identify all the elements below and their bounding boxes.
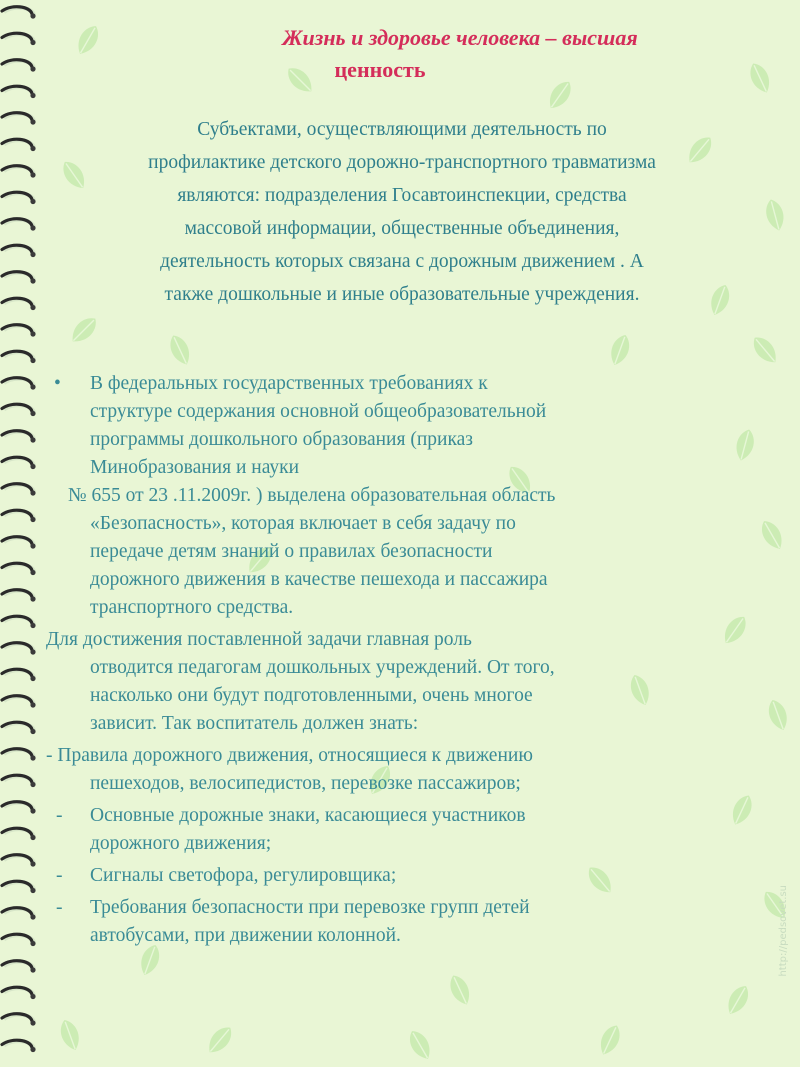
role-line: отводится педагогам дошкольных учреждений. От того, bbox=[90, 657, 555, 678]
bullet-icon: • bbox=[54, 373, 61, 394]
list-item-line: Требования безопасности при перевозке групп детей bbox=[90, 897, 530, 918]
main-text bbox=[46, 370, 766, 950]
list-item bbox=[46, 894, 766, 950]
dash-marker: - bbox=[56, 897, 63, 918]
intro-line: Субъектами, осуществляющими деятельность по bbox=[197, 119, 607, 140]
list-item-line: автобусами, при движении колонной. bbox=[90, 925, 401, 946]
list-item-line: Основные дорожные знаки, касающиеся участников bbox=[90, 805, 526, 826]
order-line: транспортного средства. bbox=[90, 597, 294, 618]
rules-item bbox=[46, 742, 766, 798]
order-line: передаче детям знаний о правилах безопасности bbox=[90, 541, 493, 562]
intro-line: деятельность которых связана с дорожным движением . А bbox=[160, 251, 644, 272]
page-title bbox=[140, 22, 740, 86]
bullet-line: В федеральных государственных требованиях к bbox=[90, 373, 488, 394]
intro-line: являются: подразделения Госавтоинспекции, средства bbox=[177, 185, 627, 206]
dash-marker: - bbox=[56, 865, 63, 886]
order-line: «Безопасность», которая включает в себя задачу по bbox=[90, 513, 516, 534]
order-line: дорожного движения в качестве пешехода и пассажира bbox=[90, 569, 548, 590]
intro-line: профилактике детского дорожно-транспортного травматизма bbox=[148, 152, 656, 173]
role-line: зависит. Так воспитатель должен знать: bbox=[90, 713, 419, 734]
bullet-line: Минобразования и науки bbox=[90, 457, 300, 478]
list-item bbox=[46, 862, 766, 890]
watermark: http://pedsovet.su bbox=[778, 885, 789, 977]
dash-marker: - bbox=[56, 805, 63, 826]
role-line: Для достижения поставленной задачи главная роль bbox=[46, 629, 472, 650]
title-line-1: Жизнь и здоровье человека – высшая bbox=[282, 25, 638, 50]
list-item bbox=[46, 802, 766, 858]
order-line: № 655 от 23 .11.2009г. ) выделена образовательная область bbox=[68, 485, 556, 506]
title-line-2: ценность bbox=[334, 57, 426, 82]
intro-line: массовой информации, общественные объединения, bbox=[184, 218, 620, 239]
role-paragraph bbox=[46, 626, 766, 738]
rules-line: пешеходов, велосипедистов, перевозке пассажиров; bbox=[90, 773, 521, 794]
intro-line: также дошкольные и иные образовательные учреждения. bbox=[164, 284, 640, 305]
intro-paragraph bbox=[44, 113, 760, 311]
list-item-line: Сигналы светофора, регулировщика; bbox=[90, 865, 397, 886]
bullet-line: программы дошкольного образования (приказ bbox=[90, 429, 473, 450]
bullet-line: структуре содержания основной общеобразовательной bbox=[90, 401, 547, 422]
list-item-line: дорожного движения; bbox=[90, 833, 272, 854]
role-line: насколько они будут подготовленными, очень многое bbox=[90, 685, 533, 706]
order-paragraph bbox=[46, 482, 766, 622]
bullet-paragraph bbox=[46, 370, 766, 482]
rules-line: - Правила дорожного движения, относящиеся к движению bbox=[46, 745, 533, 766]
